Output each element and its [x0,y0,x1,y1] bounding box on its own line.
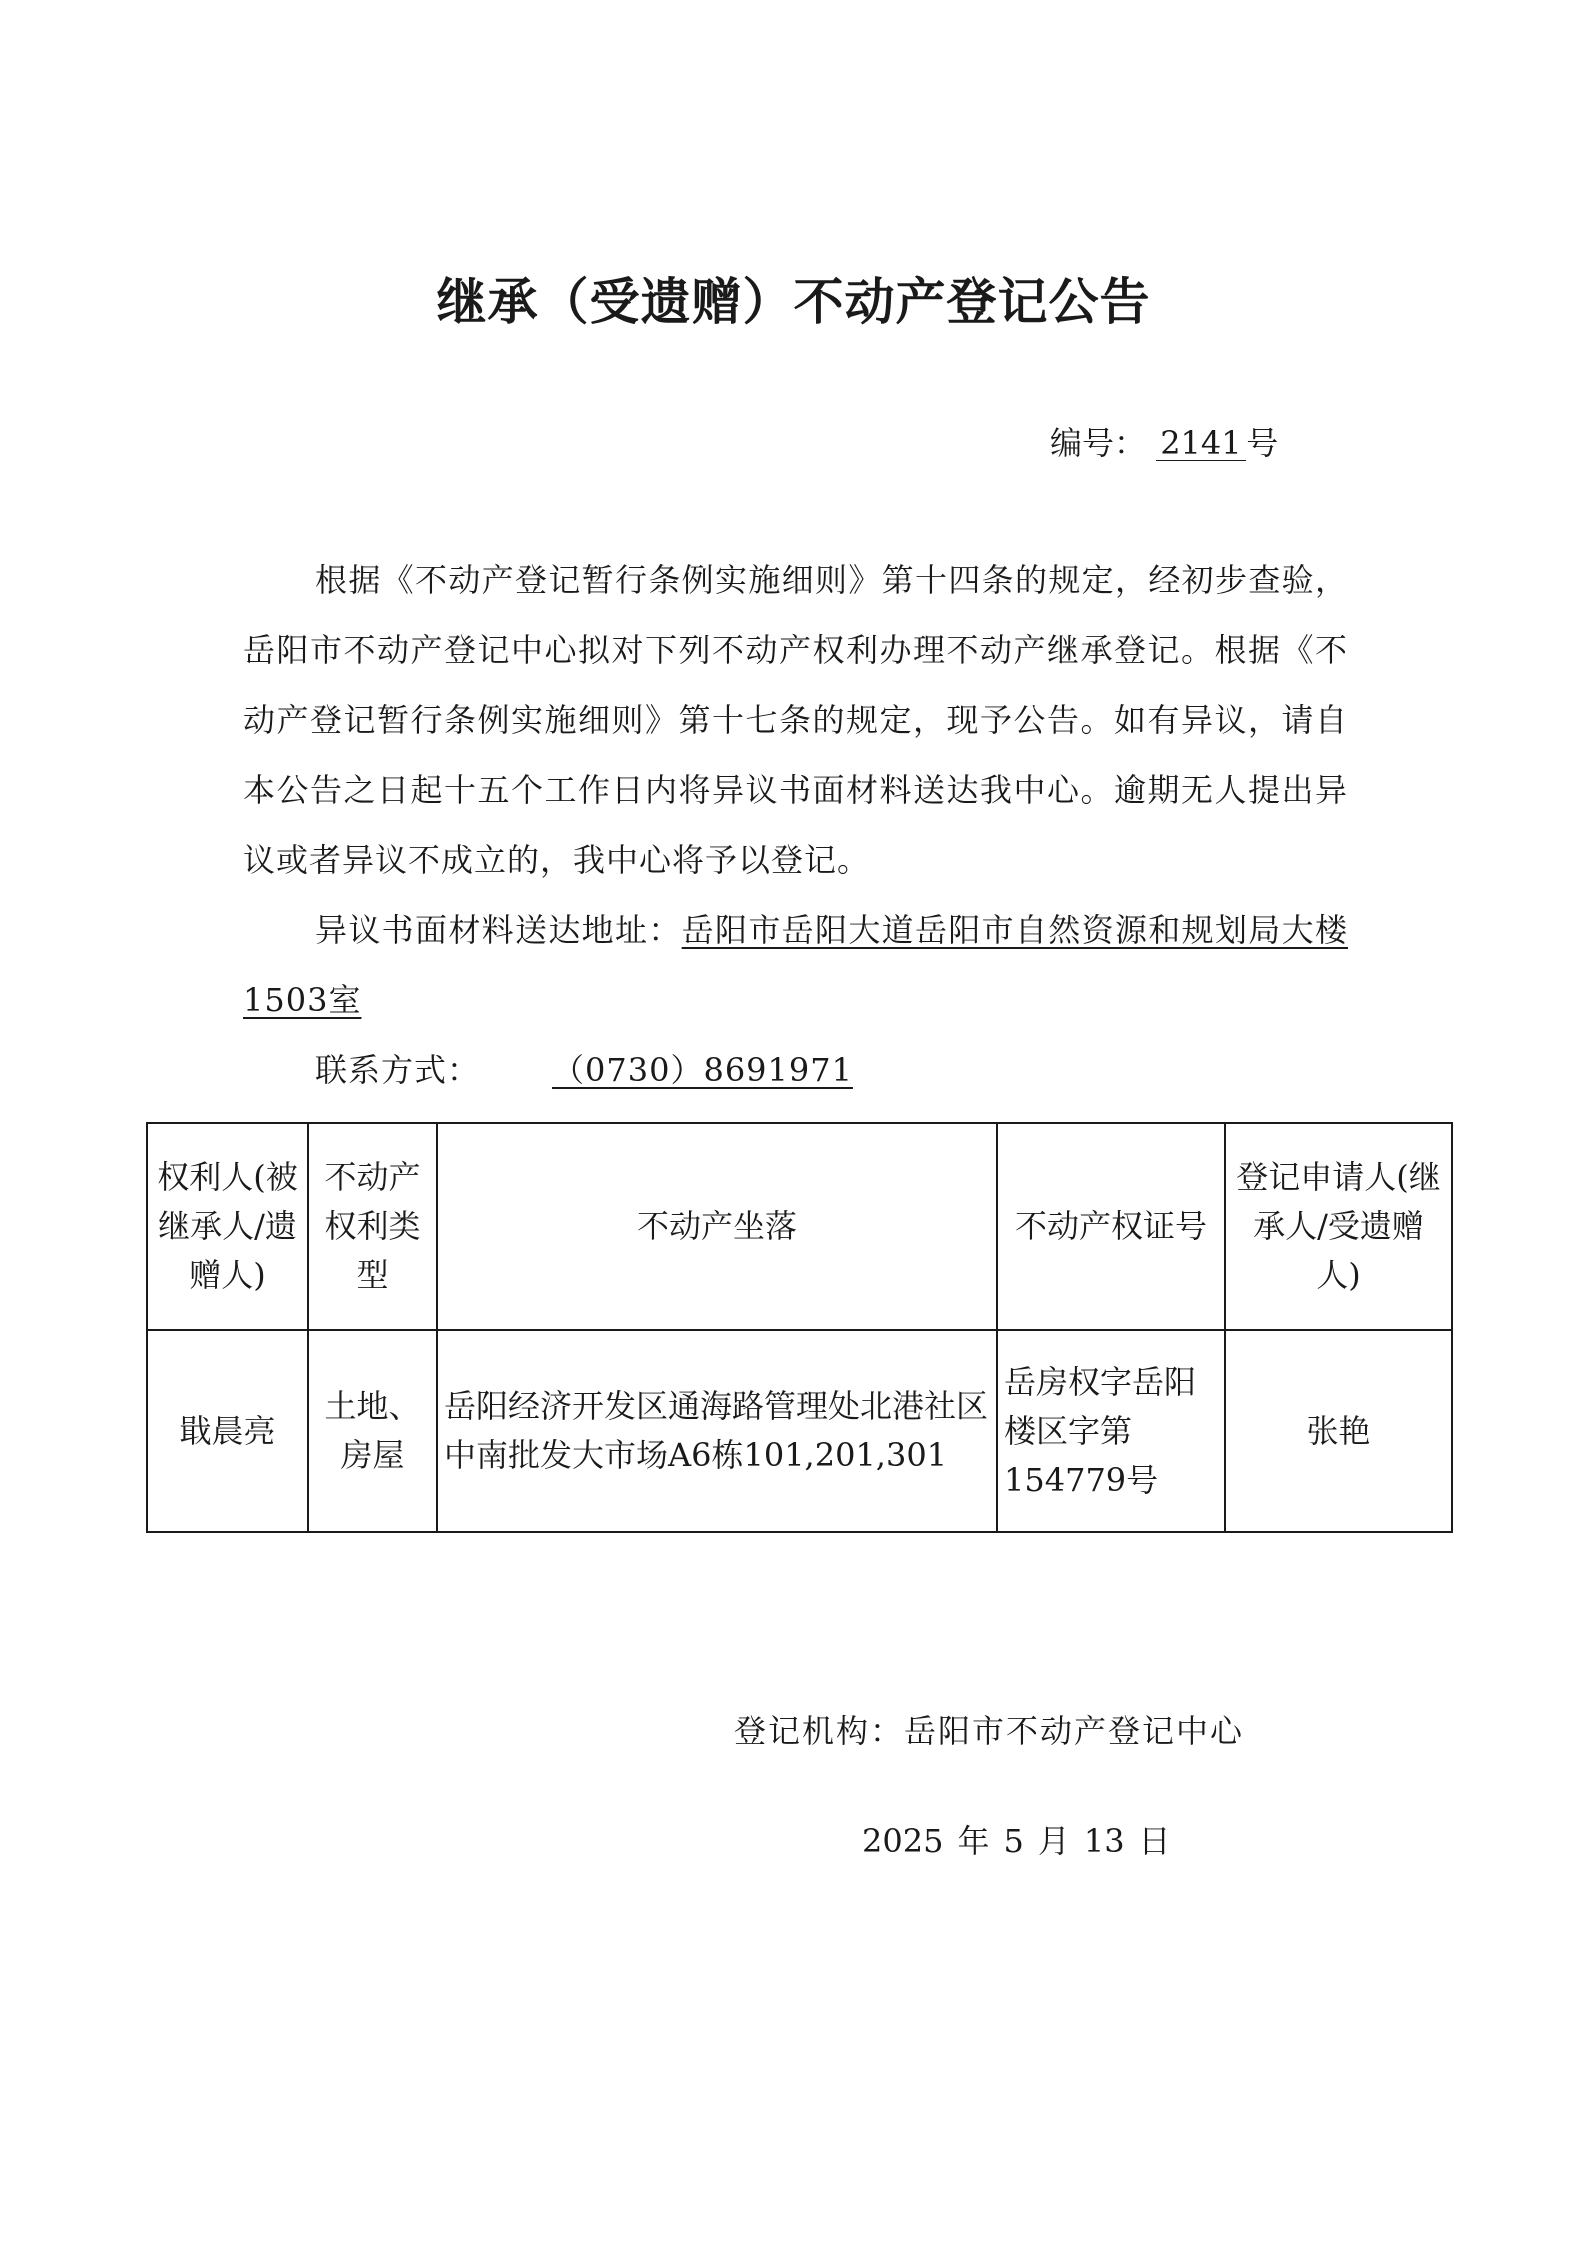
date-day: 13 [1083,1822,1125,1860]
contact-label: 联系方式： [315,1051,481,1089]
date-month: 5 [1003,1822,1024,1860]
header-location: 不动产坐落 [437,1123,997,1330]
contact-info [243,1035,1348,1105]
date-year-unit: 年 [957,1822,990,1860]
header-owner: 权利人(被继承人/遗赠人) [147,1123,308,1330]
cell-owner: 戢晨亮 [147,1330,308,1532]
date-day-unit: 日 [1138,1822,1171,1860]
notice-body [243,545,1348,1105]
cell-right-type: 土地、房屋 [308,1330,437,1532]
header-right-type: 不动产权利类型 [308,1123,437,1330]
document-number-label: 编号： [1050,424,1147,462]
cell-certificate: 岳房权字岳阳楼区字第154779号 [997,1330,1225,1532]
header-applicant: 登记申请人(继承人/受遗赠人) [1225,1123,1452,1330]
objection-address-label: 异议书面材料送达地址： [315,911,682,949]
date-month-unit: 月 [1037,1822,1070,1860]
document-number-suffix: 号 [1246,424,1279,462]
objection-address [243,895,1348,1035]
table-row [147,1330,1452,1532]
table-header-row [147,1123,1452,1330]
notice-paragraph: 根据《不动产登记暂行条例实施细则》第十四条的规定，经初步查验，岳阳市不动产登记中心拟对下列不动产权利办理不动产继承登记。根据《不动产登记暂行条例实施细则》第十七条的规定，现予公告。如有异议，请自本公告之日起十五个工作日内将异议书面材料送达我中心。逾期无人提出异议或者异议不成立的，我中心将予以登记。 [243,561,1348,879]
page-title: 继承（受遗赠）不动产登记公告 [436,273,1151,331]
notice-date [862,1816,1185,1862]
header-certificate: 不动产权证号 [997,1123,1225,1330]
registration-table [146,1122,1453,1533]
cell-applicant: 张艳 [1225,1330,1452,1532]
objection-address-value: 岳阳市岳阳大道岳阳市自然资源和规划局大楼1503室 [243,911,1348,1019]
cell-location: 岳阳经济开发区通海路管理处北港社区中南批发大市场A6栋101,201,301 [437,1330,997,1532]
document-number-value: 2141 [1156,426,1246,461]
registration-organization: 登记机构：岳阳市不动产登记中心 [734,1712,1245,1750]
date-year: 2025 [862,1822,944,1860]
contact-value: （0730）8691971 [552,1051,853,1089]
document-number [1050,418,1278,464]
